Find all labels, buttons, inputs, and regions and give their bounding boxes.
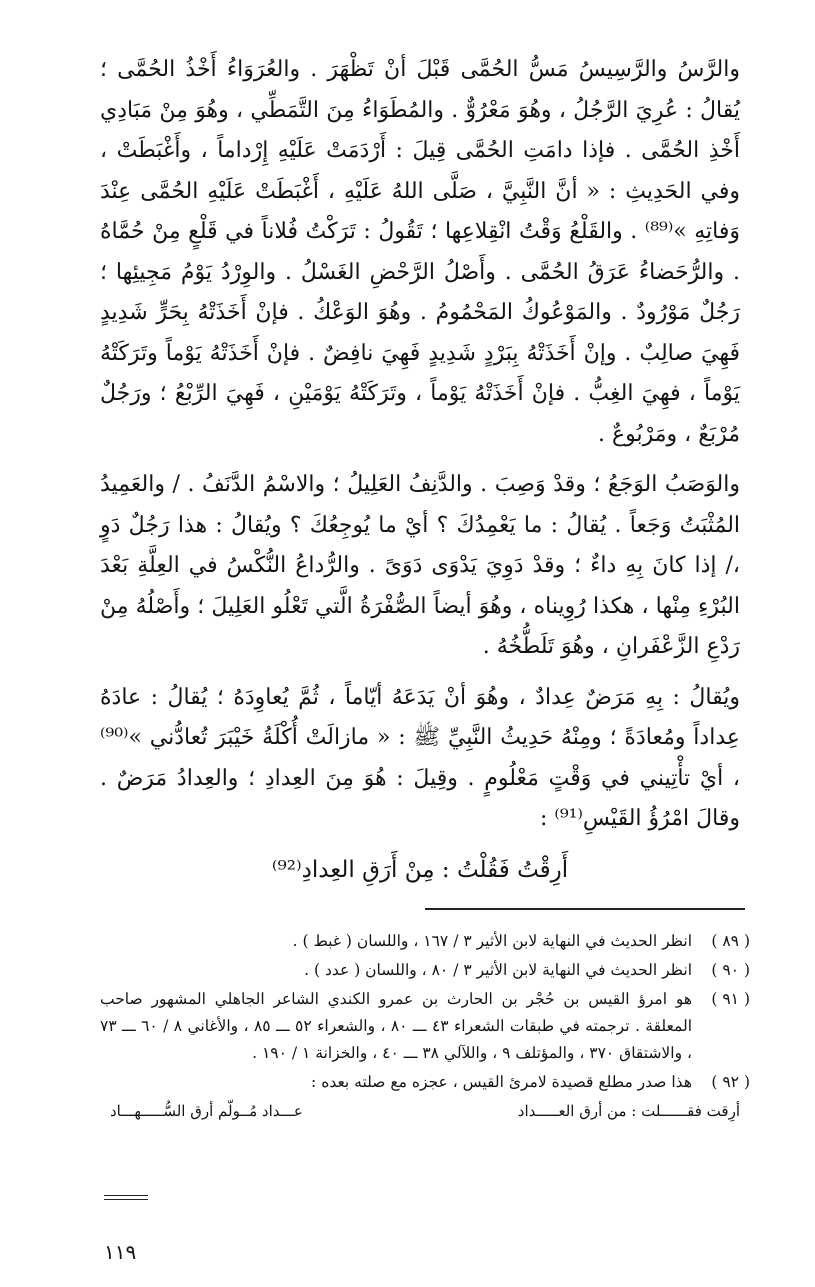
footnote-separator xyxy=(425,908,745,910)
text-line: والوَصَبُ الوَجَعُ ؛ وقدْ وَصِبَ . والدَّنِفُ العَلِيلُ ؛ والاسْمُ xyxy=(262,472,740,497)
poem-verse: أَرِقْتُ فَقُلْتُ : مِنْ أَرَقِ العِدادِ⁽⁹²⁾ xyxy=(271,857,569,883)
text-line: الدَّنَفُ . / والعَمِيدُ المُثْبَتُ وَجَعاً . يُقالُ : ما يَعْمِدُكَ ؟ أيْ ما يُوجِعُكَ ؟ xyxy=(100,472,741,538)
text-line: تُعادُّني »⁽⁹⁰⁾ ، أيْ تأْتِيني في وَقْتٍ مَعْلُومٍ . وقِيلَ : هُوَ مِنَ العِدادِ ؛ والعِدادُ xyxy=(100,725,740,791)
rule-line xyxy=(104,1195,148,1196)
footnote-verse xyxy=(100,1098,750,1125)
text-line: وفي الحَدِيثِ : « أنَّ النَّبِيَّ ، صَلَّى اللهُ عَلَيْهِ ، أَغْبَطَتْ عَلَيْهِ الحُمَّى عِنْدَ xyxy=(100,178,740,204)
text-line: أَخَذَتْهُ يَوْماً وتَرَكَتْهُ يَوْماً ، فهِيَ الغِبُّ . فإنْ أَخَذَتْهُ يَوْماً ، وتَرَكَتْهُ xyxy=(100,340,740,406)
footnote xyxy=(100,986,750,1067)
paragraph-pain xyxy=(100,465,740,668)
footnote-text: انظر الحديث في النهاية لابن الأثير ٣ / ١٦٧ ، واللسان ( غبط ) . xyxy=(292,932,692,950)
text-line: يُقالُ : عُرِيَ الرَّجُلُ ، وهُوَ مَعْرُوٌّ . والمُطَوَاءُ مِنَ التَّمَطِّي ، وهُوَ مِنْ مَبَادِي xyxy=(100,97,740,123)
footnote xyxy=(100,928,750,955)
text-line: مَرَضٌ . وقالَ امْرُؤُ القَيْسِ⁽⁹¹⁾ : xyxy=(100,765,740,831)
end-rule xyxy=(104,1195,148,1203)
text-line: حُمَّاهُ . والرُّحَضاءُ عَرَقُ الحُمَّى . وأَصْلُ الرَّحْضِ الغَسْلُ . والوِرْدُ يَوْمُ xyxy=(100,219,740,285)
footnote-text: هذا صدر مطلع قصيدة لامرئ القيس ، عجزه مع صلته بعده : xyxy=(311,1073,692,1091)
text-line: وَفاتِهِ »⁽⁸⁹⁾ . والقَلْعُ وَقْتُ انْقِلاعِها ؛ تَقُولُ : تَرَكْتُ فُلاناً في قَلْعٍ مِنْ xyxy=(152,219,741,244)
text-line: عادَهُ عِداداً ومُعادَةً ؛ ومِنْهُ حَدِيثُ النَّبِيِّ ﷺ : « مازالَتْ أُكْلَةُ خَيْبَرَ xyxy=(100,684,741,750)
footnote-number: ( ٩١ ) xyxy=(711,990,750,1008)
footnote xyxy=(100,957,750,984)
page-number: ١١٩ xyxy=(104,1240,137,1264)
footnote-text: انظر الحديث في النهاية لابن الأثير ٣ / ٨٠ ، واللسان ( عدد ) . xyxy=(304,961,692,979)
footnotes xyxy=(100,928,750,1125)
rule-line xyxy=(104,1199,148,1200)
verse-first-hemistich: أرِقت فقــــــلت : من أرق العـــــداد xyxy=(517,1102,740,1120)
paragraph-recurrent-illness xyxy=(100,678,740,840)
footnote-number: ( ٩٢ ) xyxy=(711,1073,750,1091)
footnote-text: هو امرؤ القيس بن حُجْر بن الحارث بن عمرو الكندي الشاعر الجاهلي المشهور صاحب المعلقة . ترجمته في طبقات الشعراء ٤٣ ـــ ٨٠ ، والشعراء ٥٢ ـــ ٨٥ ، والأغاني ٨ / ٦٠ ـــ ٧٣ ، والاشتقاق ٣٧٠ ، والمؤتلف ٩ ، واللآلي ٣٨ ـــ ٤٠ ، والخزانة ١ / ١٩٠ . xyxy=(100,990,693,1062)
footnote-number: ( ٩٠ ) xyxy=(711,961,750,979)
paragraph-fever xyxy=(100,50,740,455)
text-line: النُّكْسُ في العِلَّةِ بَعْدَ البُرْءِ مِنْها ، هكذا رُوِيناه ، وهُوَ أيضاً الصُّفْرَةُ الَّتي xyxy=(100,553,740,619)
text-line: ويُقالُ : بِهِ مَرَضٌ عِدادٌ ، وهُوَ أنْ يَدَعَهُ أيّاماً ، ثُمَّ يُعاوِدَهُ ؛ يُقالُ : xyxy=(150,684,740,710)
text-line: مَجِيئِها ؛ رَجُلٌ مَوْرُودٌ . والمَوْعُوكُ المَحْمُومُ . وهُوَ الوَعْكُ . فإنْ أَخَذَتْهُ xyxy=(100,259,740,325)
verse-second-hemistich: عـــداد مُــولّم أرق السُّـــــهـــاد xyxy=(110,1102,303,1120)
text-line: والرَّسُ والرَّسِيسُ مَسُّ الحُمَّى قَبْلَ أنْ تَظْهَرَ . والعُرَوَاءُ أَخْذُ الحُمَّى ؛ xyxy=(100,57,740,82)
text-line: أَخْذِ الحُمَّى . فإذا دامَتِ الحُمَّى قِيلَ : أَرْدَمَتْ عَلَيْهِ إِرْداماً ، وأَغْبَطَتْ ، xyxy=(100,138,740,163)
main-text xyxy=(100,50,740,840)
text-line: ويُقالُ : هذا رَجُلٌ دَوٍ ،/ إذا كانَ بِهِ داءٌ ؛ وقدْ دَوِيَ يَدْوَى دَوَىً . والرُّداعُ xyxy=(100,512,740,578)
text-line: تَعْلُو العَلِيلَ ؛ وأَصْلُهُ مِنْ رَدْعِ الزَّعْفَرانِ ، وهُوَ تَلَطُّخُهُ . xyxy=(100,593,740,659)
footnote-number: ( ٨٩ ) xyxy=(711,932,750,950)
footnote xyxy=(100,1069,750,1096)
text-line: يَوْمَيْنِ ، فَهِيَ الرِّبْعُ ؛ ورَجُلٌ مُرْبَعٌ ، ومَرْبُوعٌ . xyxy=(100,381,740,447)
text-line: بِحَرٍّ شَدِيدٍ فَهِيَ صالِبٌ . وإنْ أَخَذَتْهُ بِبَرْدٍ شَدِيدٍ فَهِيَ نافِضٌ . فإنْ xyxy=(100,300,741,366)
